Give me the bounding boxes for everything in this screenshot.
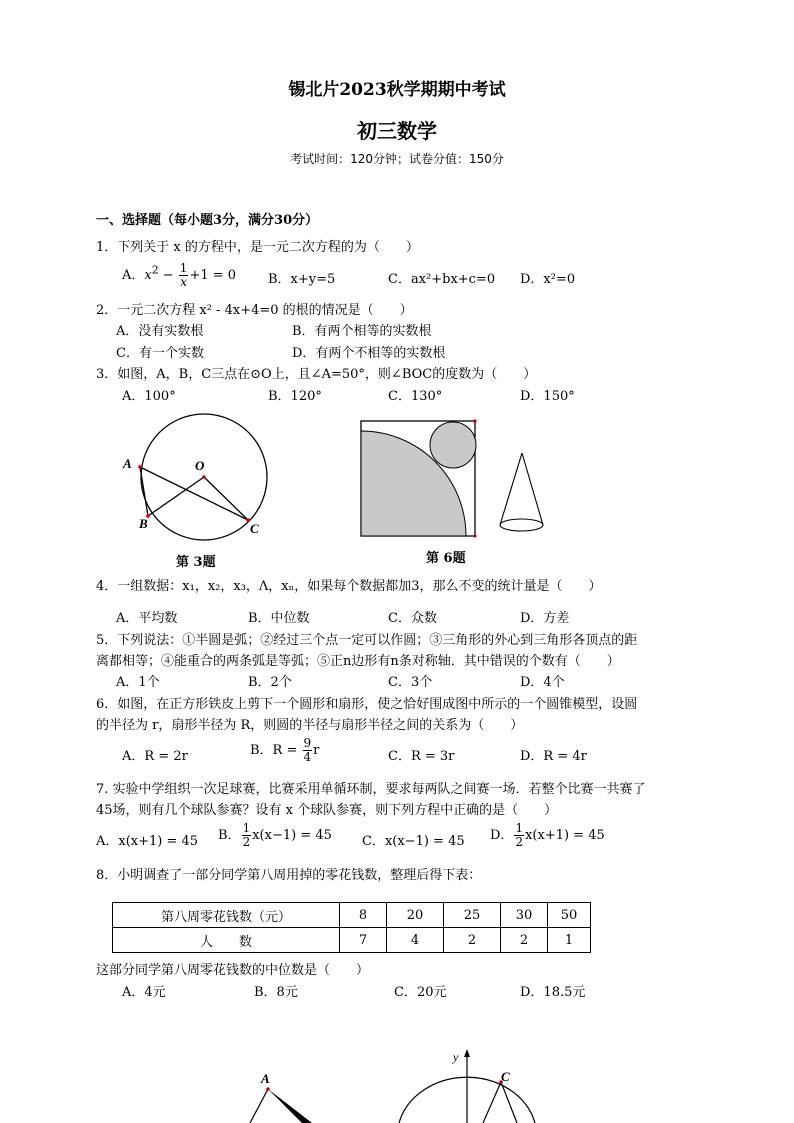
q2-stem: 2．一元二次方程 x² - 4x+4=0 的根的情况是（ ） [96,303,413,318]
q6-option-d: D．R = 4r [520,749,587,764]
bottom-label-a: A [261,1071,270,1086]
q8-option-a: A．4元 [122,985,166,1000]
q1-option-d: D．x²=0 [520,272,576,287]
table-row [113,928,591,953]
table-row [113,903,591,928]
q7-b-frac-num: 1 [242,821,251,835]
q6-option-a: A．R = 2r [122,749,188,764]
figure-6-caption: 第 6题 [426,551,466,566]
figure-6-square-cone [355,415,555,545]
q3-option-a: A．100° [122,389,176,404]
bottom-label-y: y [453,1050,459,1064]
table-header-cell: 第八周零花钱数（元） [113,903,340,928]
q4-option-b: B．中位数 [248,611,310,626]
fig3-label-c: C [250,521,259,536]
q5-line2: 离都相等；④能重合的两条弧是等弧；⑤正n边形有n条对称轴．其中错误的个数有（ ） [96,654,620,669]
fig3-label-o: O [195,458,205,473]
q7-option-b-label: B． [218,828,241,843]
q3-option-c: C．130° [388,389,443,404]
exam-title: 锡北片2023秋学期期中考试 [288,80,506,100]
q1-option-b: B．x+y=5 [268,272,336,287]
q8-option-b: B．8元 [254,985,298,1000]
table-cell: 8 [340,903,387,928]
q8-data-table [112,902,591,953]
q2-option-d: D．有两个不相等的实数根 [292,346,446,361]
q7-option-b-tail: x(x−1) = 45 [252,828,332,843]
table-cell: 30 [501,903,548,928]
q5-line1: 5．下列说法：①半圆是弧；②经过三个点一定可以作圆；③三角形的外心到三角形各顶点的距 [96,633,638,648]
bottom-figure-left [240,1065,330,1123]
q2-option-b: B．有两个相等的实数根 [292,324,432,339]
table-cell: 2 [444,928,501,953]
q7-d-frac-den: 2 [515,835,524,849]
q7-option-d-label: D． [490,828,514,843]
q6-option-c: C．R = 3r [388,749,455,764]
fig3-label-a: A [123,456,132,471]
q5-option-d: D．4个 [520,675,565,690]
bottom-figure-right [395,1045,545,1123]
q6-option-b [250,737,319,764]
table-cell: 50 [548,903,591,928]
q7-line1: 7. 实验中学组织一次足球赛，比赛采用单循环制，要求每两队之间赛一场．若整个比赛一共赛了 [96,782,646,797]
q7-option-d [490,822,605,849]
q4-stem: 4．一组数据：x₁，x₂，x₃，Λ，xₙ，如果每个数据都加3，那么不变的统计量是（ ） [96,579,602,594]
subject-title: 初三数学 [357,119,437,143]
table-cell: 4 [387,928,444,953]
q6-frac-num: 9 [303,736,312,750]
q6-frac-den: 4 [303,750,312,764]
q7-d-frac-num: 1 [515,821,524,835]
q7-line2: 45场，则有几个球队参赛？设有 x 个球队参赛，则下列方程中正确的是（ ） [96,803,558,818]
q5-option-a: A．1个 [116,675,160,690]
figure-3-circle [115,410,280,545]
q6-option-b-tail: r [313,743,320,758]
q6-option-b-label: B．R = [250,743,298,758]
q1-option-a: A．$x^2$ − $\frac{1}{x}$ +1 = 0 [122,261,237,289]
q7-option-d-tail: x(x+1) = 45 [525,828,605,843]
q4-option-d: D．方差 [520,611,570,626]
section-heading: 一、选择题（每小题3分，满分30分） [96,213,319,228]
q4-option-c: C．众数 [388,611,437,626]
q8-stem: 8．小明调查了一部分同学第八周用掉的零花钱数，整理后得下表： [96,868,482,883]
q7-b-fraction [242,822,252,849]
q6-line2: 的半径为 r，扇形半径为 R，则圆的半径与扇形半径之间的关系为（ ） [96,718,524,733]
bottom-label-c: C [501,1069,510,1084]
q3-option-b: B．120° [268,389,322,404]
exam-meta: 考试时间：120分钟；试卷分值：150分 [290,152,504,166]
table-cell: 1 [548,928,591,953]
q8-option-d: D．18.5元 [520,985,586,1000]
figure-3-caption: 第 3题 [176,555,216,570]
q1-option-c: C．ax²+bx+c=0 [388,272,496,287]
q5-option-b: B．2个 [248,675,292,690]
table-cell: 20 [387,903,444,928]
q7-d-fraction [514,822,524,849]
q8-after: 这部分同学第八周零花钱数的中位数是（ ） [96,963,370,978]
q2-option-c: C．有一个实数 [116,346,204,361]
q2-option-a: A．没有实数根 [116,324,204,339]
q7-option-a: A．x(x+1) = 45 [96,834,199,849]
q7-option-c: C．x(x−1) = 45 [362,834,465,849]
q3-option-d: D．150° [520,389,575,404]
q1-stem: 1．下列关于 x 的方程中，是一元二次方程的为（ ） [96,240,419,255]
table-cell: 25 [444,903,501,928]
table-cell: 2 [501,928,548,953]
q6-fraction [303,737,313,764]
q1-option-a-label: A． [122,268,145,283]
q5-option-c: C．3个 [388,675,433,690]
table-header-cell: 人 数 [113,928,340,953]
q3-stem: 3．如图，A，B，C三点在⊙O上，且∠A=50°，则∠BOC的度数为（ ） [96,367,537,382]
q1-frac: $\frac{1}{x}$ [179,261,188,289]
q6-line1: 6．如图，在正方形铁皮上剪下一个圆形和扇形，使之恰好围成图中所示的一个圆锥模型，设圆 [96,697,638,712]
fig3-label-b: B [139,516,148,531]
q7-option-b [218,822,332,849]
q7-b-frac-den: 2 [242,835,251,849]
q8-option-c: C．20元 [394,985,447,1000]
q4-option-a: A．平均数 [116,611,178,626]
table-cell: 7 [340,928,387,953]
